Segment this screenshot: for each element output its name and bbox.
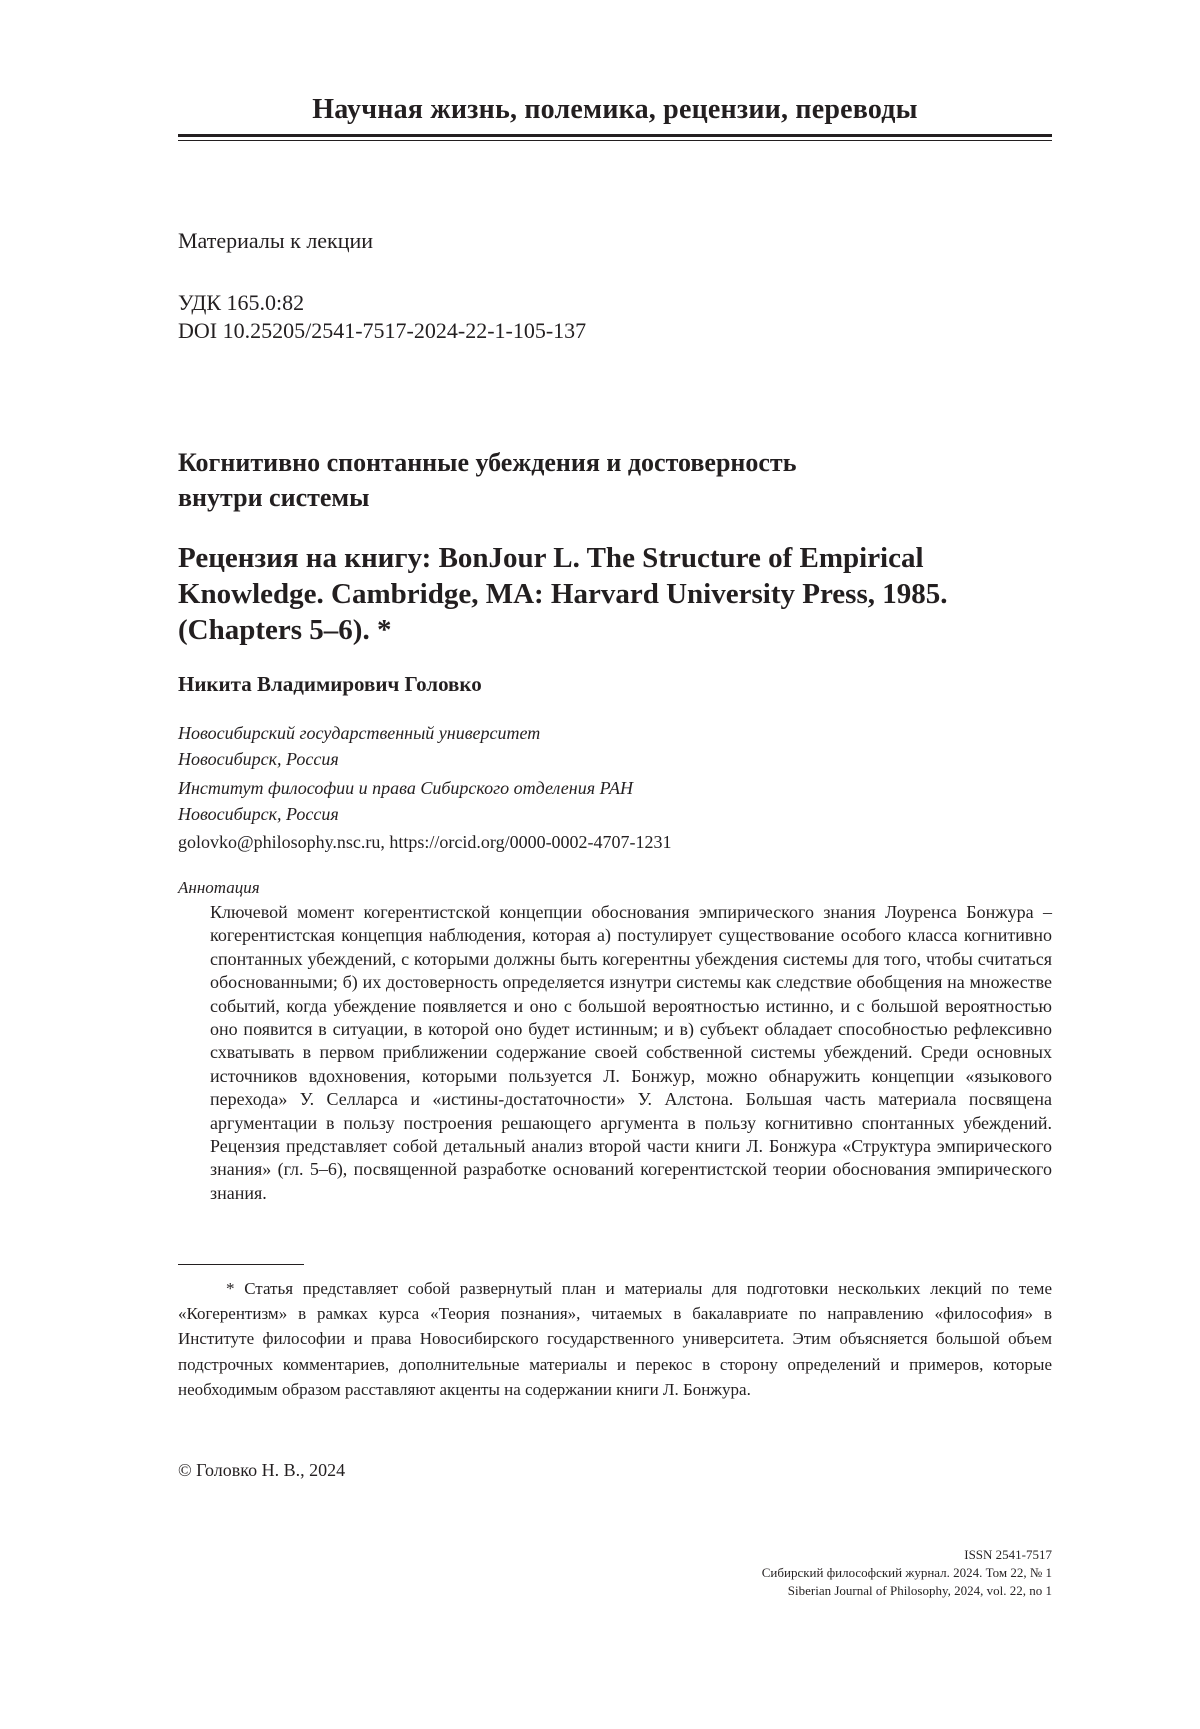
- author-contacts[interactable]: golovko@philosophy.nsc.ru, https://orcid.org/0000-0002-4707-1231: [178, 832, 672, 852]
- article-title-line-1: Когнитивно спонтанные убеждения и достоверность: [178, 448, 797, 477]
- affiliation-org: Новосибирский государственный университет: [178, 723, 541, 743]
- udc-code: УДК 165.0:82: [178, 290, 305, 315]
- journal-name-en: Siberian Journal of Philosophy, 2024, vol. 22, no 1: [787, 1583, 1052, 1598]
- footnote-text: * Статья представляет собой развернутый план и материалы для подготовки нескольких лекций по теме «Когерентизм» в рамках курса «Теория познания», читаемых в бакалавриате по направлению «философия» в Институте философии и права Новосибирского государственного университета. Этим объясняется большой объем подстрочных комментариев, дополнительные материалы и перекос в сторону определений и примеров, которые необходимым образом расставляют акценты на содержании книги Л. Бонжура.: [178, 1279, 1052, 1399]
- journal-name-ru: Сибирский философский журнал. 2024. Том 22, № 1: [761, 1565, 1052, 1580]
- abstract-label: Аннотация: [178, 878, 260, 897]
- footnote-rule: [178, 1264, 304, 1265]
- author-name: Никита Владимирович Головко: [178, 672, 482, 696]
- affiliation-2: [178, 775, 633, 827]
- affiliation-city: Новосибирск, Россия: [178, 804, 339, 824]
- article-type: Материалы к лекции: [178, 228, 374, 253]
- abstract-text: Ключевой момент когерентистской концепции обоснования эмпирического знания Лоуренса Бонжура – когерентистская концепция наблюдения, которая а) постулирует существование особого класса когнитивно спонтанных убеждений, с которыми должны быть когерентны убеждения системы для того, чтобы считаться обоснованными; б) их достоверность определяется изнутри системы как следствие обобщения на множестве событий, когда убеждение появляется и оно с большой вероятностью истинно, и с большой вероятностью оно появится в ситуации, в которой оно будет истинным; и в) субъект обладает способностью рефлексивно схватывать в первом приближении содержание своей собственной системы убеждений. Среди основных источников вдохновения, которыми пользуется Л. Бонжур, можно обнаружить концепции «языкового перехода» У. Селларса и «истины-достаточности» У. Алстона. Большая часть материала посвящена аргументации в пользу построения решающего аргумента в пользу когнитивно спонтанных убеждений. Рецензия представляет собой детальный анализ второй части книги Л. Бонжура «Структура эмпирического знания» (гл. 5–6), посвященной разработке оснований когерентистской теории обоснования эмпирического знания.: [210, 902, 1052, 1203]
- journal-issn: ISSN 2541-7517: [964, 1547, 1052, 1562]
- doi[interactable]: DOI 10.25205/2541-7517-2024-22-1-105-137: [178, 318, 587, 343]
- review-subtitle: [178, 540, 1052, 648]
- review-subtitle-line-1: Рецензия на книгу: BonJour L. The Structure of Empirical: [178, 542, 924, 574]
- review-subtitle-line-2: Knowledge. Cambridge, MA: Harvard University Press, 1985.: [178, 578, 948, 610]
- affiliation-1: [178, 720, 540, 772]
- header-rule-thick: [178, 134, 1052, 137]
- copyright: © Головко Н. В., 2024: [178, 1460, 346, 1480]
- article-title: [178, 445, 1052, 515]
- journal-info: [762, 1546, 1052, 1600]
- header-rule-thin: [178, 140, 1052, 141]
- review-subtitle-line-3: (Chapters 5–6). *: [178, 614, 392, 646]
- article-title-line-2: внутри системы: [178, 483, 370, 512]
- affiliation-city: Новосибирск, Россия: [178, 749, 339, 769]
- affiliation-org: Институт философии и права Сибирского отделения РАН: [178, 778, 633, 798]
- section-header: Научная жизнь, полемика, рецензии, переводы: [312, 94, 918, 125]
